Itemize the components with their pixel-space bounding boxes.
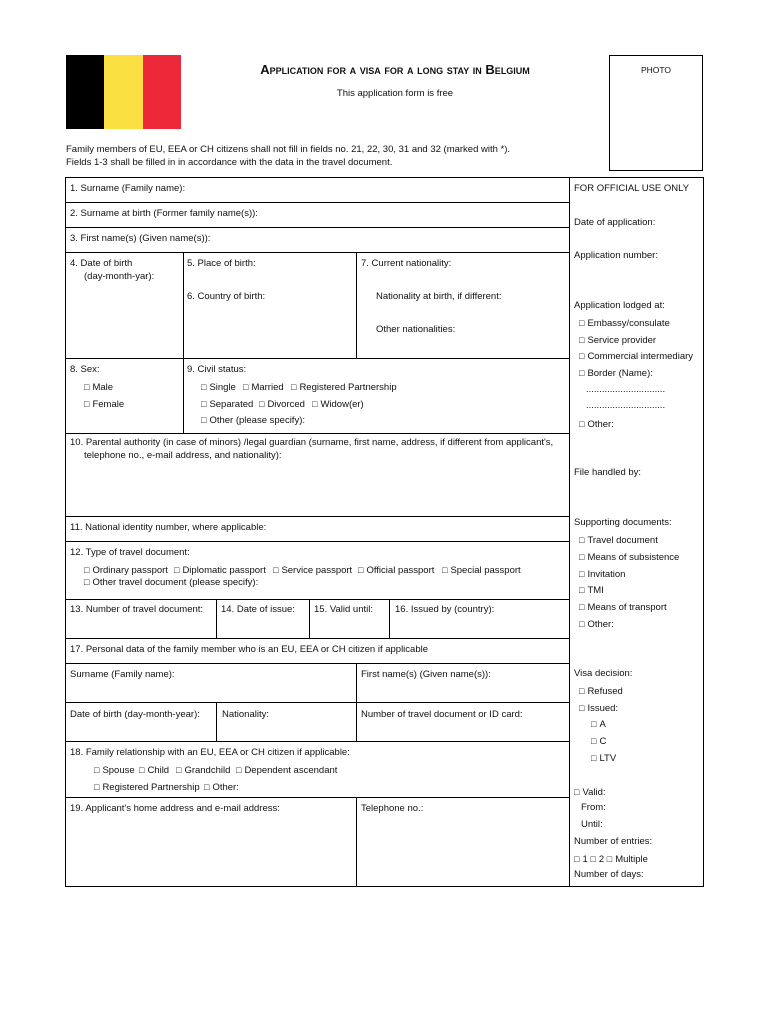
- official-heading: FOR OFFICIAL USE ONLY: [574, 183, 690, 194]
- field-17-family-member: 17. Personal data of the family member who is an EU, EEA or CH citizen if applicable: [70, 644, 429, 655]
- entries-2-checkbox[interactable]: □ 2: [590, 854, 604, 865]
- field-7-current-nationality[interactable]: 7. Current nationality:: [361, 258, 452, 269]
- rel-child-checkbox[interactable]: □ Child: [139, 764, 169, 777]
- field-1-surname[interactable]: 1. Surname (Family name):: [70, 183, 186, 194]
- civil-married-checkbox[interactable]: □ Married: [243, 381, 284, 394]
- lodged-embassy-checkbox[interactable]: □ Embassy/consulate: [579, 317, 670, 330]
- valid-from: From:: [581, 802, 606, 813]
- doc-other-checkbox[interactable]: □ Other travel document (please specify):: [84, 576, 258, 589]
- cell-divider: [216, 702, 217, 741]
- valid-until: Until:: [581, 819, 603, 830]
- visa-type-ltv-checkbox[interactable]: □ LTV: [591, 752, 616, 765]
- official-application-number: Application number:: [574, 250, 658, 261]
- field-18-family-relationship: 18. Family relationship with an EU, EEA or CH citizen if applicable:: [70, 747, 350, 758]
- field-11-national-id[interactable]: 11. National identity number, where applicable:: [70, 522, 267, 533]
- row-line: [66, 638, 569, 639]
- official-number-of-entries: Number of entries:: [574, 836, 653, 847]
- lodged-other-checkbox[interactable]: □ Other:: [579, 418, 614, 431]
- photo-label: PHOTO: [640, 65, 672, 75]
- support-other-checkbox[interactable]: □ Other:: [579, 618, 614, 631]
- rel-dependent-checkbox[interactable]: □ Dependent ascendant: [236, 764, 337, 777]
- row-line: [66, 541, 569, 542]
- note-line-2: Fields 1-3 shall be filled in in accordance with the data in the travel document.: [66, 157, 393, 168]
- civil-partnership-checkbox[interactable]: □ Registered Partnership: [291, 381, 397, 394]
- cell-divider: [356, 663, 357, 741]
- flag-stripe-red: [143, 55, 181, 129]
- lodged-commercial-checkbox[interactable]: □ Commercial intermediary: [579, 350, 693, 363]
- rel-partnership-checkbox[interactable]: □ Registered Partnership: [94, 781, 200, 794]
- field-8-sex: 8. Sex:: [70, 364, 100, 375]
- official-file-handled-by: File handled by:: [574, 467, 642, 478]
- cell-divider: [389, 599, 390, 638]
- sex-female-checkbox[interactable]: □ Female: [84, 398, 124, 411]
- doc-ordinary-checkbox[interactable]: □ Ordinary passport: [84, 564, 168, 577]
- doc-special-checkbox[interactable]: □ Special passport: [442, 564, 521, 577]
- application-form: [65, 177, 704, 887]
- entries-1-checkbox[interactable]: □ 1: [574, 854, 588, 865]
- official-number-of-days: Number of days:: [574, 869, 644, 880]
- row-line: [66, 702, 569, 703]
- field-19-home-address[interactable]: 19. Applicant's home address and e-mail address:: [70, 803, 280, 814]
- border-dots-2: ..............................: [586, 400, 666, 411]
- row-line: [66, 599, 569, 600]
- doc-official-checkbox[interactable]: □ Official passport: [358, 564, 434, 577]
- form-title: [200, 62, 590, 77]
- civil-separated-checkbox[interactable]: □ Separated: [201, 398, 253, 411]
- official-supporting-documents: Supporting documents:: [574, 517, 672, 528]
- field-4-format: (day-month-yar):: [84, 271, 155, 282]
- official-column-divider: [569, 178, 570, 887]
- cell-divider: [309, 599, 310, 638]
- support-tmi-checkbox[interactable]: □ TMI: [579, 584, 604, 597]
- note-line-1: Family members of EU, EEA or CH citizens shall not fill in fields no. 21, 22, 30, 31 and 32 (marked with *).: [66, 144, 511, 155]
- support-transport-checkbox[interactable]: □ Means of transport: [579, 601, 667, 614]
- photo-box[interactable]: [609, 55, 703, 171]
- rel-grandchild-checkbox[interactable]: □ Grandchild: [176, 764, 230, 777]
- flag-stripe-yellow: [104, 55, 142, 129]
- field-9-civil-status: 9. Civil status:: [187, 364, 247, 375]
- visa-refused-checkbox[interactable]: □ Refused: [579, 685, 623, 698]
- support-travel-document-checkbox[interactable]: □ Travel document: [579, 534, 658, 547]
- field-2-surname-at-birth[interactable]: 2. Surname at birth (Former family name(s)):: [70, 208, 258, 219]
- field-4-date-of-birth[interactable]: 4. Date of birth: [70, 258, 133, 269]
- title-text: Application for a visa for a long stay in Belgium: [260, 62, 530, 77]
- row-line: [66, 227, 569, 228]
- row-line: [66, 252, 569, 253]
- field-7-other-nationalities[interactable]: Other nationalities:: [376, 324, 456, 335]
- border-dots-1: ..............................: [586, 384, 666, 395]
- civil-divorced-checkbox[interactable]: □ Divorced: [259, 398, 305, 411]
- visa-valid-checkbox[interactable]: □ Valid:: [574, 786, 606, 799]
- field-17-date-of-birth[interactable]: Date of birth (day-month-year):: [70, 709, 200, 720]
- flag-stripe-black: [66, 55, 104, 129]
- field-10-parental-authority[interactable]: 10. Parental authority (in case of minors) /legal guardian (surname, first name, address, if different from applicant's,: [70, 437, 554, 448]
- row-line: [66, 663, 569, 664]
- field-5-place-of-birth[interactable]: 5. Place of birth:: [187, 258, 256, 269]
- lodged-service-provider-checkbox[interactable]: □ Service provider: [579, 334, 656, 347]
- field-16-issued-by[interactable]: 16. Issued by (country):: [395, 604, 495, 615]
- cell-divider: [356, 252, 357, 358]
- field-17-first-names[interactable]: First name(s) (Given name(s)):: [361, 669, 491, 680]
- cell-divider: [183, 358, 184, 433]
- visa-type-c-checkbox[interactable]: □ C: [591, 735, 606, 748]
- field-15-valid-until[interactable]: 15. Valid until:: [314, 604, 373, 615]
- civil-other-checkbox[interactable]: □ Other (please specify):: [201, 414, 305, 427]
- cell-divider: [216, 599, 217, 638]
- official-visa-decision: Visa decision:: [574, 668, 633, 679]
- row-line: [66, 358, 569, 359]
- field-12-travel-document-type: 12. Type of travel document:: [70, 547, 190, 558]
- visa-type-a-checkbox[interactable]: □ A: [591, 718, 606, 731]
- row-line: [66, 741, 569, 742]
- instructions: [66, 143, 586, 169]
- civil-single-checkbox[interactable]: □ Single: [201, 381, 236, 394]
- official-lodged-at: Application lodged at:: [574, 300, 665, 311]
- civil-widow-checkbox[interactable]: □ Widow(er): [312, 398, 364, 411]
- row-line: [66, 516, 569, 517]
- belgian-flag: [66, 55, 181, 129]
- field-10-line-2: telephone no., e-mail address, and nationality):: [84, 450, 282, 461]
- entries-options: [574, 853, 648, 866]
- cell-divider: [183, 252, 184, 358]
- visa-issued-checkbox[interactable]: □ Issued:: [579, 702, 618, 715]
- field-6-country-of-birth[interactable]: 6. Country of birth:: [187, 291, 266, 302]
- doc-diplomatic-checkbox[interactable]: □ Diplomatic passport: [174, 564, 266, 577]
- lodged-border-checkbox[interactable]: □ Border (Name):: [579, 367, 653, 380]
- rel-spouse-checkbox[interactable]: □ Spouse: [94, 764, 135, 777]
- sex-male-checkbox[interactable]: □ Male: [84, 381, 113, 394]
- rel-other-checkbox[interactable]: □ Other:: [204, 781, 239, 794]
- field-17-document-number[interactable]: Number of travel document or ID card:: [361, 709, 523, 720]
- row-line: [66, 433, 569, 434]
- row-line: [66, 797, 569, 798]
- field-19-telephone[interactable]: Telephone no.:: [361, 803, 424, 814]
- field-13-document-number[interactable]: 13. Number of travel document:: [70, 604, 204, 615]
- field-3-first-names[interactable]: 3. First name(s) (Given name(s)):: [70, 233, 211, 244]
- field-7-nationality-at-birth[interactable]: Nationality at birth, if different:: [376, 291, 502, 302]
- form-subtitle: This application form is free: [336, 88, 454, 99]
- field-14-date-of-issue[interactable]: 14. Date of issue:: [221, 604, 295, 615]
- field-17-surname[interactable]: Surname (Family name):: [70, 669, 175, 680]
- support-subsistence-checkbox[interactable]: □ Means of subsistence: [579, 551, 679, 564]
- entries-multiple-checkbox[interactable]: □ Multiple: [607, 854, 648, 865]
- field-17-nationality[interactable]: Nationality:: [222, 709, 269, 720]
- row-line: [66, 202, 569, 203]
- support-invitation-checkbox[interactable]: □ Invitation: [579, 568, 625, 581]
- doc-service-checkbox[interactable]: □ Service passport: [273, 564, 352, 577]
- official-date-of-application: Date of application:: [574, 217, 656, 228]
- cell-divider: [356, 797, 357, 887]
